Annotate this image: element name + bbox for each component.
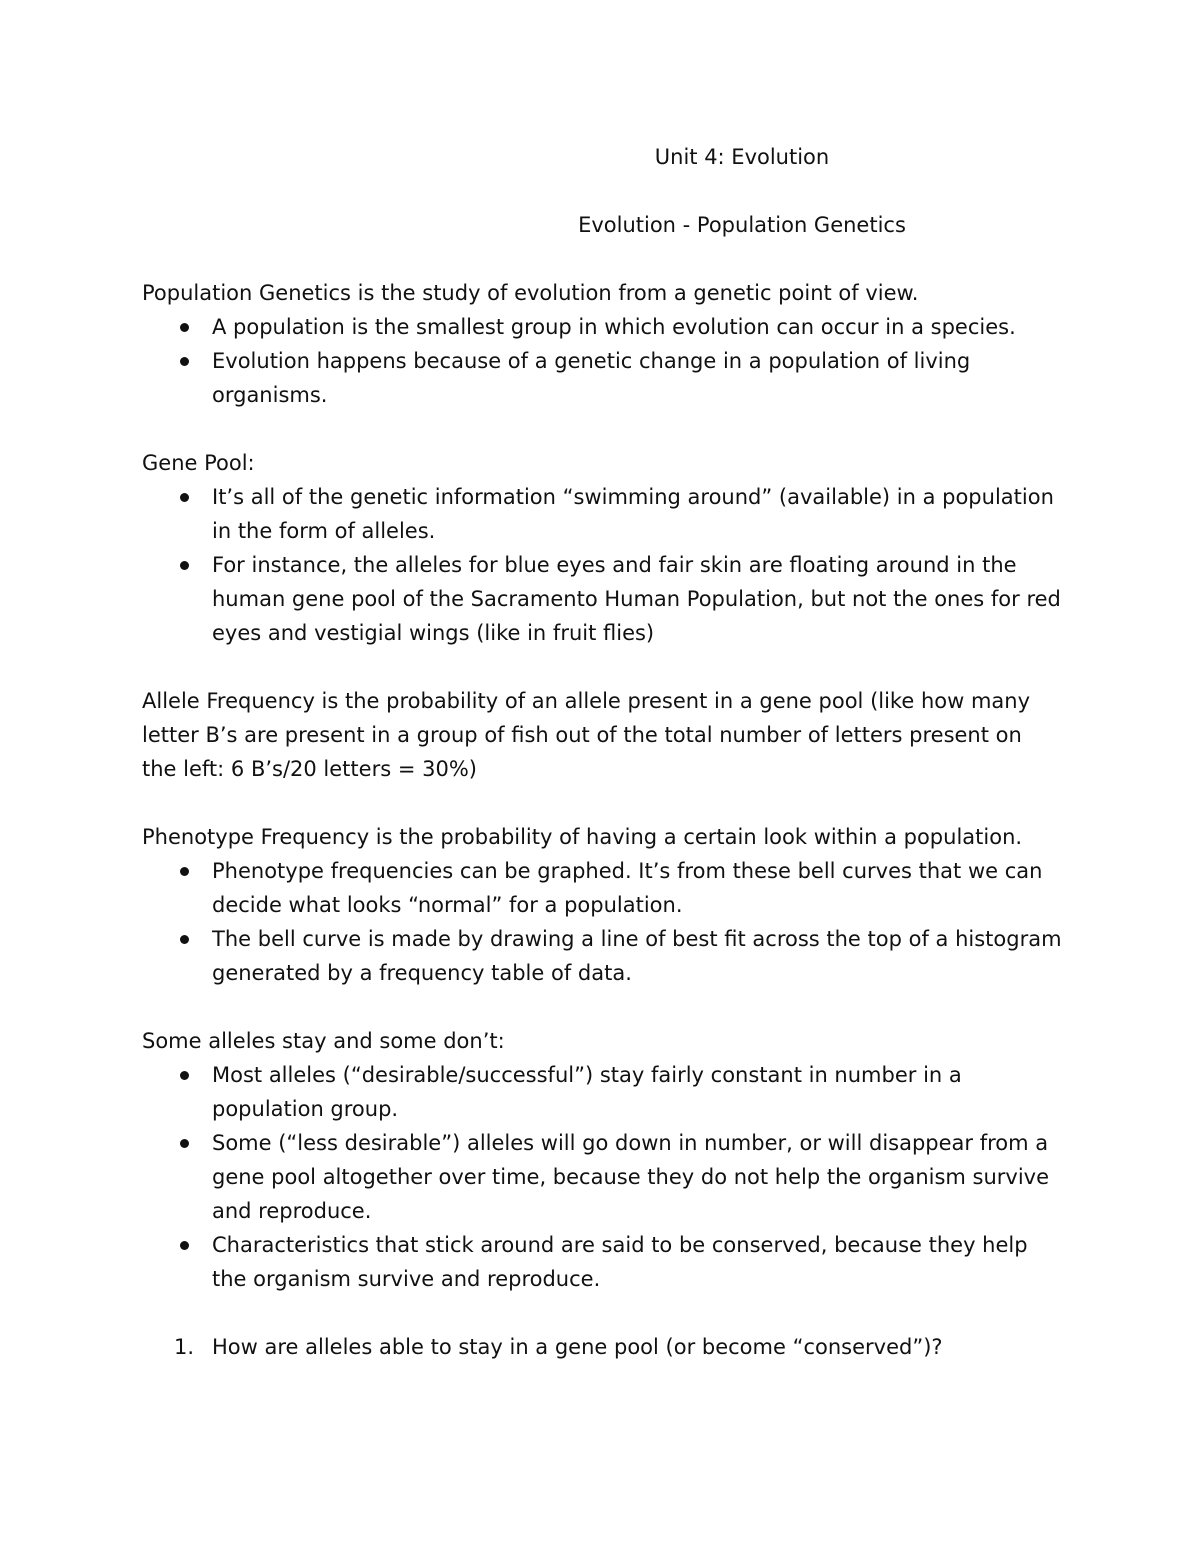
- list-item: [142, 344, 1062, 412]
- section-intro: Some alleles stay and some don’t:: [142, 1029, 505, 1053]
- list-item: [142, 1126, 1062, 1228]
- list-item-text: Some (“less desirable”) alleles will go down in number, or will disappear from a gene pool altogether over time, because they do not help the organism survive and reproduce.: [212, 1131, 1050, 1223]
- bullet-icon: [180, 1241, 189, 1250]
- bullet-icon: [180, 1139, 189, 1148]
- question-number: 1.: [174, 1335, 195, 1359]
- bullet-icon: [180, 493, 189, 502]
- section-intro: Phenotype Frequency is the probability of having a certain look within a population.: [142, 825, 1023, 849]
- section-gene-pool: [142, 446, 1062, 650]
- bullet-list: [142, 480, 1062, 650]
- list-item: [142, 310, 1062, 344]
- section-alleles-stay: [142, 1024, 1062, 1296]
- bullet-list: [142, 854, 1062, 990]
- section-population-genetics: [142, 276, 1062, 412]
- bullet-icon: [180, 867, 189, 876]
- page-subtitle: Evolution - Population Genetics: [578, 213, 906, 237]
- list-item-text: For instance, the alleles for blue eyes and fair skin are floating around in the human gene pool of the Sacramento Human Population, but not the ones for red eyes and vestigial wings (like in fruit flies): [212, 553, 1061, 645]
- section-intro: Allele Frequency is the probability of an allele present in a gene pool (like how many letter B’s are present in a group of fish out of the total number of letters present on the left: 6 B’s/20 letters = 30%): [142, 689, 1031, 781]
- list-item: [142, 854, 1062, 922]
- list-item: [142, 548, 1062, 650]
- section-phenotype-frequency: [142, 820, 1062, 990]
- bullet-icon: [180, 561, 189, 570]
- bullet-icon: [180, 357, 189, 366]
- list-item-text: A population is the smallest group in which evolution can occur in a species.: [212, 315, 1016, 339]
- list-item-text: Phenotype frequencies can be graphed. It’s from these bell curves that we can decide what looks “normal” for a population.: [212, 859, 1043, 917]
- list-item: [142, 922, 1062, 990]
- question-item: [142, 1330, 1062, 1364]
- bullet-icon: [180, 935, 189, 944]
- section-allele-frequency: [142, 684, 1062, 786]
- list-item-text: It’s all of the genetic information “swimming around” (available) in a population in the form of alleles.: [212, 485, 1054, 543]
- bullet-list: [142, 1058, 1062, 1296]
- section-intro: Population Genetics is the study of evolution from a genetic point of view.: [142, 281, 919, 305]
- list-item-text: The bell curve is made by drawing a line of best fit across the top of a histogram generated by a frequency table of data.: [212, 927, 1062, 985]
- bullet-list: [142, 310, 1062, 412]
- list-item-text: Evolution happens because of a genetic change in a population of living organisms.: [212, 349, 971, 407]
- list-item-text: Most alleles (“desirable/successful”) stay fairly constant in number in a population group.: [212, 1063, 962, 1121]
- numbered-list: [142, 1330, 1062, 1364]
- list-item: [142, 1228, 1062, 1296]
- list-item: [142, 480, 1062, 548]
- bullet-icon: [180, 323, 189, 332]
- bullet-icon: [180, 1071, 189, 1080]
- questions-section: [142, 1330, 1062, 1364]
- list-item-text: Characteristics that stick around are said to be conserved, because they help the organism survive and reproduce.: [212, 1233, 1028, 1291]
- document-body: [142, 140, 1062, 1364]
- list-item: [142, 1058, 1062, 1126]
- section-intro: Gene Pool:: [142, 451, 255, 475]
- question-text: How are alleles able to stay in a gene pool (or become “conserved”)?: [212, 1335, 943, 1359]
- page-title: Unit 4: Evolution: [654, 145, 830, 169]
